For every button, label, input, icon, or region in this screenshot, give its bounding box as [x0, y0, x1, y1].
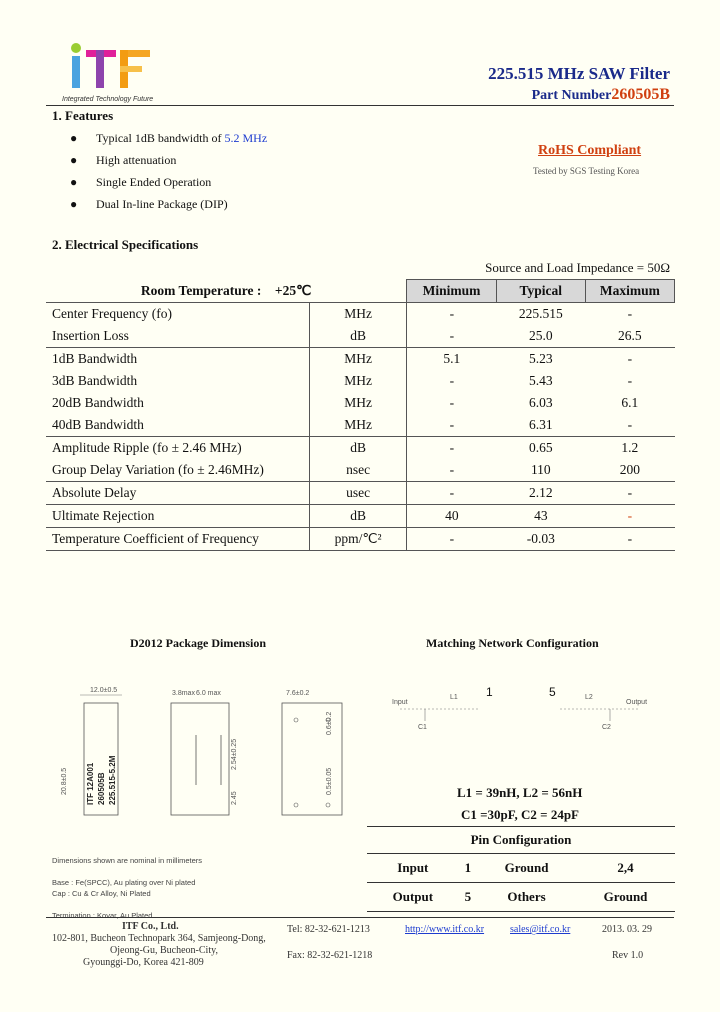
- pin-config-table: [367, 826, 675, 912]
- footer-address-2: Ojeong-Gu, Bucheon-City,: [110, 945, 218, 956]
- svg-text:12.0±0.5: 12.0±0.5: [90, 687, 118, 694]
- spec-row: 3dB Bandwidth MHz - 5.43 -: [46, 370, 675, 392]
- footer-address-1: 102-801, Bucheon Technopark 364, Samjeong-Dong,: [52, 933, 266, 944]
- svg-text:2.54±0.25: 2.54±0.25: [231, 738, 238, 770]
- svg-text:260505B: 260505B: [97, 772, 106, 805]
- feature-item: ● Dual In-line Package (DIP): [70, 197, 228, 211]
- footer-divider: [46, 917, 674, 918]
- svg-text:0.6±0.2: 0.6±0.2: [326, 711, 333, 735]
- pin-row: Input 1 Ground 2,4: [367, 854, 675, 883]
- logo-subtitle: Integrated Technology Future: [62, 96, 154, 103]
- svg-text:Output: Output: [626, 699, 648, 706]
- footer-website-link[interactable]: http://www.itf.co.kr: [405, 924, 485, 935]
- package-notes: Dimensions shown are nominal in millimeters Base : Fe(SPCC), Au plating over Ni plated Cap : Cu & Cr Alloy, Ni Plated Termination : Kovar, Au Plated: [52, 856, 203, 920]
- footer-address-3: Gyounggi-Do, Korea 421-809: [83, 957, 204, 968]
- svg-text:ITF 12A001: ITF 12A001: [86, 762, 95, 805]
- col-maximum: Maximum: [585, 280, 674, 303]
- package-drawing: [46, 675, 356, 820]
- package-heading: D2012 Package Dimension: [130, 636, 266, 650]
- electrical-heading: 2. Electrical Specifications: [52, 237, 199, 252]
- spec-row: Ultimate Rejection dB 40 43 -: [46, 505, 675, 528]
- features-list: [70, 130, 267, 218]
- col-typical: Typical: [496, 280, 585, 303]
- svg-text:L1: L1: [450, 694, 458, 701]
- footer-fax: Fax: 82-32-621-1218: [287, 950, 373, 961]
- spec-row: Center Frequency (fo) MHz - 225.515 -: [46, 303, 675, 326]
- svg-text:225.515-5.2M: 225.515-5.2M: [108, 755, 117, 805]
- footer-tel: Tel: 82-32-621-1213: [287, 924, 370, 935]
- matching-heading: Matching Network Configuration: [426, 636, 599, 650]
- svg-text:L2: L2: [585, 694, 593, 701]
- spec-row: 20dB Bandwidth MHz - 6.03 6.1: [46, 392, 675, 414]
- sgs-note: Tested by SGS Testing Korea: [533, 166, 640, 176]
- spec-row: Group Delay Variation (fo ± 2.46MHz) nsec - 110 200: [46, 459, 675, 482]
- room-temperature: Room Temperature : +25℃: [46, 280, 407, 303]
- col-minimum: Minimum: [407, 280, 497, 303]
- features-heading: 1. Features: [52, 108, 114, 123]
- spec-row: Insertion Loss dB - 25.0 26.5: [46, 325, 675, 348]
- spec-row: Absolute Delay usec - 2.12 -: [46, 482, 675, 505]
- document-title: 225.515 MHz SAW Filter: [488, 64, 670, 83]
- svg-text:20.8±0.5: 20.8±0.5: [61, 767, 68, 795]
- pin-config-heading: Pin Configuration: [367, 827, 675, 854]
- capacitor-values: C1 =30pF, C2 = 24pF: [461, 807, 579, 822]
- header-divider: [46, 105, 674, 106]
- svg-text:2.45: 2.45: [231, 791, 238, 805]
- svg-text:1: 1: [486, 685, 493, 699]
- feature-item: ● Single Ended Operation: [70, 175, 212, 189]
- part-number-label: Part Number: [531, 88, 612, 103]
- spec-row: Temperature Coefficient of Frequency ppm/℃² - -0.03 -: [46, 528, 675, 551]
- feature-item: ● High attenuation: [70, 153, 177, 167]
- impedance-note: Source and Load Impedance = 50Ω: [485, 260, 670, 275]
- spec-row: Amplitude Ripple (fo ± 2.46 MHz) dB - 0.65 1.2: [46, 437, 675, 460]
- inductor-values: L1 = 39nH, L2 = 56nH: [457, 785, 583, 800]
- svg-text:6.0 max: 6.0 max: [196, 690, 221, 697]
- svg-text:0.5±0.05: 0.5±0.05: [326, 767, 333, 795]
- part-number: [532, 86, 670, 104]
- svg-text:C1: C1: [418, 724, 427, 731]
- spec-row: 1dB Bandwidth MHz 5.1 5.23 -: [46, 348, 675, 371]
- feature-item: ● Typical 1dB bandwidth of 5.2 MHz: [70, 131, 268, 145]
- matching-network-schematic: [380, 685, 680, 745]
- footer-email-link[interactable]: sales@itf.co.kr: [510, 924, 571, 935]
- spec-row: 40dB Bandwidth MHz - 6.31 -: [46, 414, 675, 437]
- footer-date: 2013. 03. 29: [602, 924, 652, 935]
- svg-text:5: 5: [549, 685, 556, 699]
- svg-text:Input: Input: [392, 699, 408, 706]
- footer-revision: Rev 1.0: [612, 950, 644, 961]
- part-number-value: 260505B: [611, 86, 670, 103]
- footer-company: ITF Co., Ltd.: [122, 921, 179, 932]
- svg-text:C2: C2: [602, 724, 611, 731]
- spec-table: [46, 279, 675, 551]
- svg-text:7.6±0.2: 7.6±0.2: [286, 690, 310, 697]
- svg-text:3.8max: 3.8max: [172, 690, 195, 697]
- rohs-badge: RoHS Compliant: [538, 143, 642, 158]
- pin-row: Output 5 Others Ground: [367, 883, 675, 912]
